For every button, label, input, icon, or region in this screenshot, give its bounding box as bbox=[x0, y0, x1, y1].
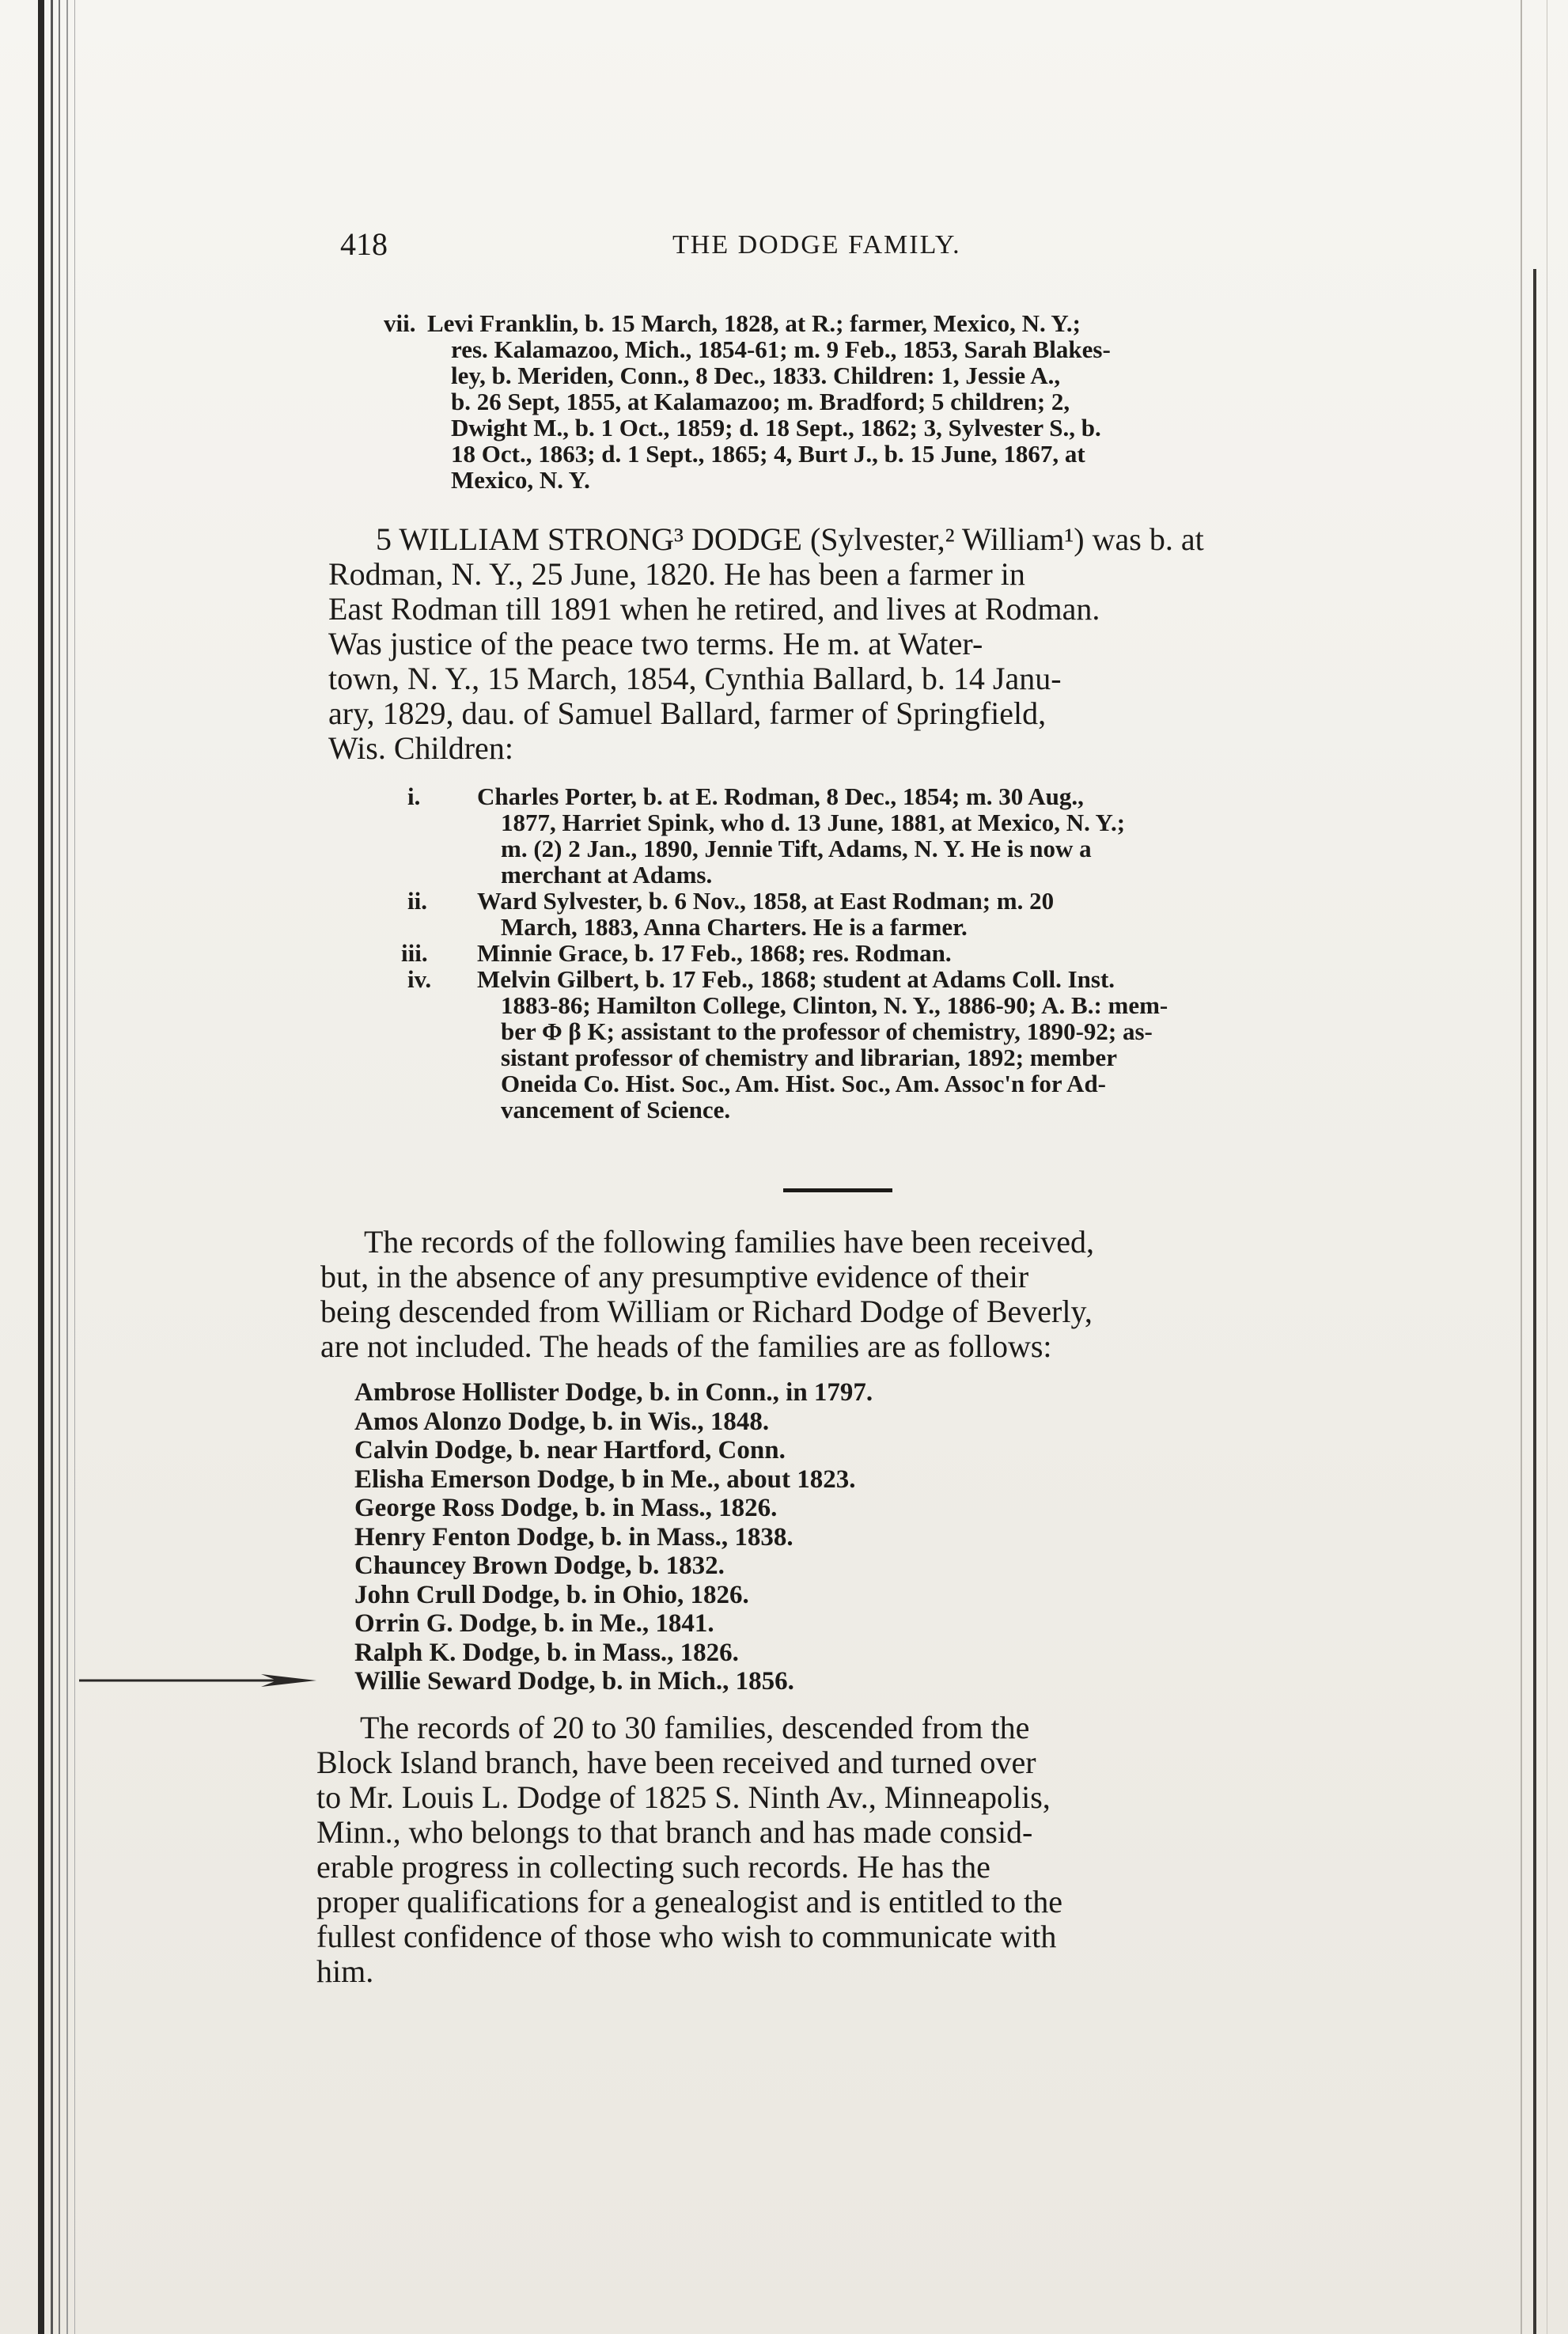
entry-vii bbox=[384, 309, 1377, 494]
child-line: Ward Sylvester, b. 6 Nov., 1858, at East Rodman; m. 20 bbox=[477, 887, 1055, 915]
entry-line: b. 26 Sept, 1855, at Kalamazoo; m. Bradford; 5 children; 2, bbox=[451, 388, 1070, 415]
family-head-entry: Elisha Emerson Dodge, b in Me., about 1823. bbox=[354, 1464, 856, 1494]
child-line: Oneida Co. Hist. Soc., Am. Hist. Soc., Am. Assoc'n for Ad- bbox=[501, 1070, 1107, 1097]
family-head-entry: Henry Fenton Dodge, b. in Mass., 1838. bbox=[354, 1522, 793, 1552]
child-line: vancement of Science. bbox=[501, 1096, 731, 1123]
child-numeral: iv. bbox=[407, 965, 432, 993]
paragraph-line: fullest confidence of those who wish to communicate with bbox=[316, 1919, 1057, 1954]
book-gutter-line bbox=[59, 0, 60, 2334]
paragraph-line: The records of 20 to 30 families, descended from the bbox=[360, 1710, 1030, 1745]
paragraph-line: Was justice of the peace two terms. He m. at Water- bbox=[328, 626, 983, 661]
page-header bbox=[340, 225, 1384, 273]
child-entry bbox=[407, 783, 1381, 888]
entry-line: Dwight M., b. 1 Oct., 1859; d. 18 Sept., 1862; 3, Sylvester S., b. bbox=[451, 414, 1101, 441]
entry-line: res. Kalamazoo, Mich., 1854-61; m. 9 Feb., 1853, Sarah Blakes- bbox=[451, 335, 1111, 363]
paragraph-line: Wis. Children: bbox=[328, 730, 513, 766]
paragraph-line: Rodman, N. Y., 25 June, 1820. He has been a farmer in bbox=[328, 556, 1025, 592]
william-strong-dodge-paragraph bbox=[328, 522, 1373, 766]
paragraph-line: him. bbox=[316, 1953, 374, 1989]
family-head-entry: Ralph K. Dodge, b. in Mass., 1826. bbox=[354, 1638, 739, 1667]
family-head-entry: Orrin G. Dodge, b. in Me., 1841. bbox=[354, 1609, 714, 1638]
family-head-entry: John Crull Dodge, b. in Ohio, 1826. bbox=[354, 1580, 749, 1609]
children-list bbox=[401, 782, 1381, 1123]
family-head-entry: Calvin Dodge, b. near Hartford, Conn. bbox=[354, 1436, 786, 1464]
paragraph-line: proper qualifications for a genealogist and is entitled to the bbox=[316, 1884, 1063, 1919]
child-line: ber Φ β K; assistant to the professor of chemistry, 1890-92; as- bbox=[501, 1017, 1153, 1045]
paragraph-line: Block Island branch, have been received and turned over bbox=[316, 1745, 1036, 1780]
paragraph-line: but, in the absence of any presumptive evidence of their bbox=[320, 1259, 1029, 1294]
child-line: merchant at Adams. bbox=[501, 861, 713, 889]
child-line: sistant professor of chemistry and librarian, 1892; member bbox=[501, 1044, 1117, 1071]
child-entry bbox=[401, 939, 1381, 967]
page-edge-line bbox=[1533, 269, 1536, 2334]
child-line: Charles Porter, b. at E. Rodman, 8 Dec., 1854; m. 30 Aug., bbox=[477, 782, 1084, 810]
book-gutter-line bbox=[66, 0, 68, 2334]
child-line: 1883-86; Hamilton College, Clinton, N. Y., 1886-90; A. B.: mem- bbox=[501, 991, 1168, 1019]
paragraph-line: 5 WILLIAM STRONG³ DODGE (Sylvester,² William¹) was b. at bbox=[376, 521, 1204, 557]
paragraph-line: East Rodman till 1891 when he retired, and lives at Rodman. bbox=[328, 591, 1100, 627]
child-entry bbox=[407, 966, 1381, 1123]
section-divider bbox=[783, 1188, 892, 1192]
page-number: 418 bbox=[340, 226, 388, 262]
paragraph-line: Minn., who belongs to that branch and has made consid- bbox=[316, 1814, 1033, 1850]
child-numeral: i. bbox=[407, 782, 421, 810]
paragraph-line: to Mr. Louis L. Dodge of 1825 S. Ninth Av., Minneapolis, bbox=[316, 1779, 1051, 1815]
child-line: 1877, Harriet Spink, who d. 13 June, 1881, at Mexico, N. Y.; bbox=[501, 809, 1126, 836]
entry-line: 18 Oct., 1863; d. 1 Sept., 1865; 4, Burt J., b. 15 June, 1867, at bbox=[451, 440, 1085, 468]
child-numeral: iii. bbox=[401, 939, 428, 967]
family-head-entry: Willie Seward Dodge, b. in Mich., 1856. bbox=[354, 1667, 794, 1696]
entry-numeral: vii. bbox=[384, 309, 416, 337]
paragraph-line: town, N. Y., 15 March, 1854, Cynthia Ballard, b. 14 Janu- bbox=[328, 661, 1062, 696]
entry-line: Mexico, N. Y. bbox=[451, 466, 590, 494]
paragraph-line: being descended from William or Richard Dodge of Beverly, bbox=[320, 1294, 1093, 1329]
entry-line: ley, b. Meriden, Conn., 8 Dec., 1833. Children: 1, Jessie A., bbox=[451, 362, 1061, 389]
paragraph-line: erable progress in collecting such records. He has the bbox=[316, 1849, 990, 1885]
block-island-paragraph bbox=[316, 1711, 1377, 1989]
family-head-entry: Amos Alonzo Dodge, b. in Wis., 1848. bbox=[354, 1407, 770, 1436]
child-entry bbox=[407, 888, 1381, 940]
book-gutter-line bbox=[38, 0, 44, 2334]
paragraph-line: The records of the following families have been received, bbox=[364, 1224, 1094, 1260]
child-line: Melvin Gilbert, b. 17 Feb., 1868; student at Adams Coll. Inst. bbox=[477, 965, 1115, 993]
paragraph-line: ary, 1829, dau. of Samuel Ballard, farmer of Springfield, bbox=[328, 695, 1047, 731]
child-line: m. (2) 2 Jan., 1890, Jennie Tift, Adams, N. Y. He is now a bbox=[501, 835, 1092, 862]
paragraph-line: are not included. The heads of the families are as follows: bbox=[320, 1328, 1052, 1364]
pointing-arrow-icon bbox=[79, 1671, 316, 1690]
running-title: THE DODGE FAMILY. bbox=[672, 230, 961, 260]
family-heads-list bbox=[354, 1378, 873, 1696]
entry-line: Levi Franklin, b. 15 March, 1828, at R.; farmer, Mexico, N. Y.; bbox=[427, 309, 1081, 337]
page-edge-line bbox=[1521, 0, 1522, 2334]
records-paragraph bbox=[320, 1225, 1373, 1364]
family-head-entry: Chauncey Brown Dodge, b. 1832. bbox=[354, 1552, 725, 1580]
book-gutter-line bbox=[51, 0, 53, 2334]
child-line: March, 1883, Anna Charters. He is a farmer. bbox=[501, 913, 968, 941]
child-numeral: ii. bbox=[407, 887, 427, 915]
family-head-entry: George Ross Dodge, b. in Mass., 1826. bbox=[354, 1494, 778, 1522]
family-head-entry: Ambrose Hollister Dodge, b. in Conn., in 1797. bbox=[354, 1378, 873, 1407]
child-line: Minnie Grace, b. 17 Feb., 1868; res. Rodman. bbox=[477, 939, 952, 967]
book-gutter-line bbox=[74, 0, 75, 2334]
